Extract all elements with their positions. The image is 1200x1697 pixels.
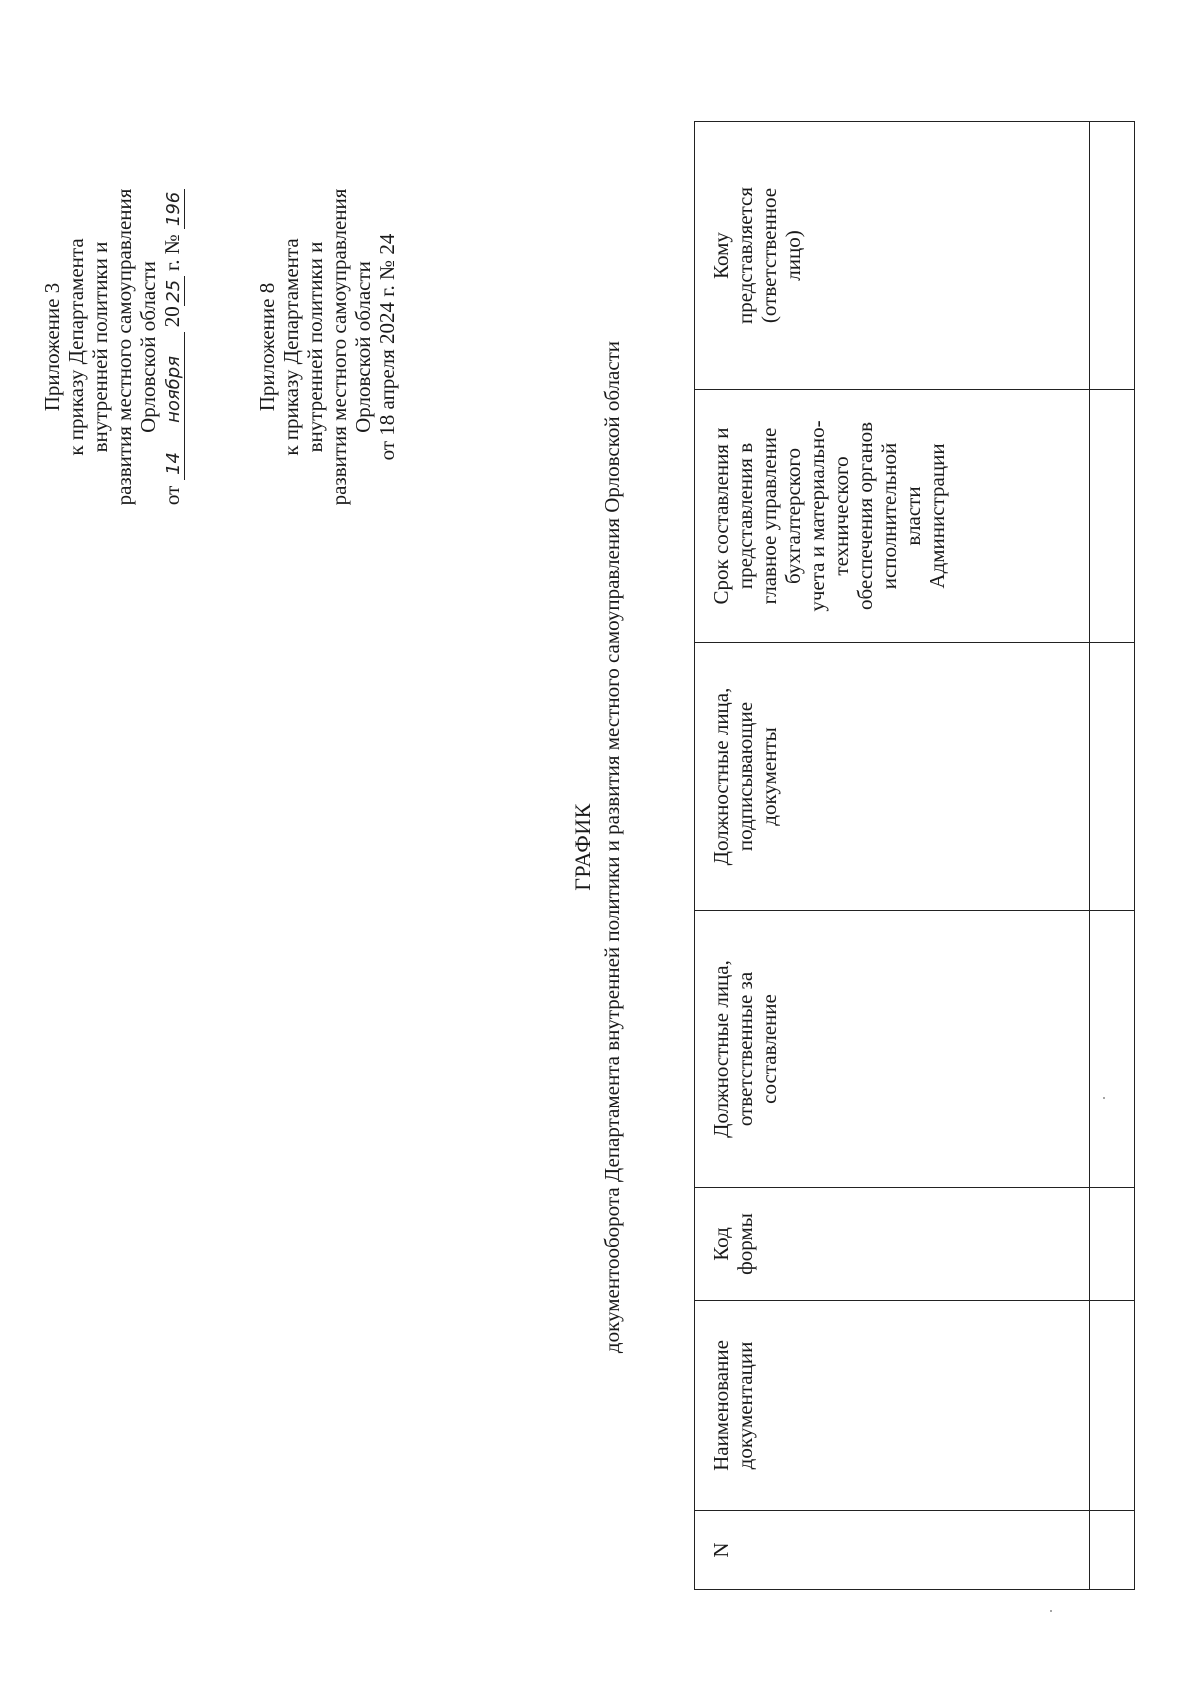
handwritten-year: 25 [164,276,185,306]
document-subtitle: документооборота Департамента внутренней политики и развития местного самоуправления Орловской области [600,340,624,1354]
scan-speck [1103,1097,1105,1099]
handwritten-month: ноября [164,332,185,446]
column-header-line: Должностные лица, [709,960,733,1138]
appendix-8-line1: Приложение 8 [255,282,279,412]
appendix-3-line4: развития местного самоуправления [112,188,136,506]
appendix-3-line1: Приложение 3 [40,282,64,412]
appendix-8-stamp [255,157,399,537]
number-prefix: г. № [160,234,184,271]
column-header-line: исполнительной [877,442,901,590]
column-header-line: Администрации [925,443,949,589]
column-header-number [695,1511,1090,1590]
column-header-responsible-compilers [695,911,1090,1188]
appendix-3-stamp [40,157,185,537]
column-header-line: обеспечения органов [853,422,877,610]
table-cell [1090,1301,1135,1511]
appendix-8-line6: от 18 апреля 2024 г. № 24 [375,233,399,461]
column-header-line: Кому [709,232,733,279]
handwritten-number: 196 [164,189,185,229]
column-header-line: подписывающие [733,701,757,852]
appendix-3-line2: к приказу Департамента [64,238,88,456]
column-header-line: бухгалтерского [781,447,805,585]
year-prefix: 20 [160,306,184,328]
column-header-line: лицо) [781,230,805,281]
column-header-line: Срок составления и [709,427,733,605]
handwritten-day: 14 [164,446,185,480]
appendix-8-line3: внутренней политики и [303,241,327,453]
column-header-line: составление [757,994,781,1104]
column-header-signatories [695,643,1090,911]
appendix-3-line3: внутренней политики и [88,241,112,453]
table-cell [1090,390,1135,643]
column-header-line: документации [733,1341,757,1470]
appendix-8-line2: к приказу Департамента [279,238,303,456]
column-header-line: ответственные за [733,971,757,1127]
appendix-3-date-line [160,157,185,537]
appendix-8-line4: развития местного самоуправления [327,188,351,506]
table-cell [1090,643,1135,911]
column-header-line: представляется [733,186,757,325]
document-title: ГРАФИК [570,803,595,891]
column-header-line: представления в [733,442,757,590]
table-cell [1090,1188,1135,1301]
column-header-line: технического [829,456,853,576]
column-header-line: учета и материально- [805,420,829,612]
column-header-submission-deadline [695,390,1090,643]
column-header-line: формы [733,1213,757,1275]
column-header-line: Должностные лица, [709,687,733,866]
table-cell [1090,911,1135,1188]
scan-speck [1050,1610,1052,1612]
table-header-row [695,122,1090,1590]
appendix-8-line5: Орловской области [351,261,375,433]
column-header-line: власти [901,486,925,546]
column-header-line: N [709,1542,733,1558]
column-header-form-code [695,1188,1090,1301]
table-row [1090,122,1135,1590]
column-header-line: (ответственное [757,187,781,324]
table-cell [1090,1511,1135,1590]
column-header-line: Код [709,1227,733,1261]
column-header-document-name [695,1301,1090,1511]
column-header-recipient [695,122,1090,390]
column-header-line: главное управление [757,427,781,605]
date-prefix: от [160,485,184,506]
column-header-line: документы [757,727,781,826]
schedule-table [694,121,1135,1590]
appendix-3-line5: Орловской области [136,261,160,433]
column-header-line: Наименование [709,1340,733,1471]
table-cell [1090,122,1135,390]
